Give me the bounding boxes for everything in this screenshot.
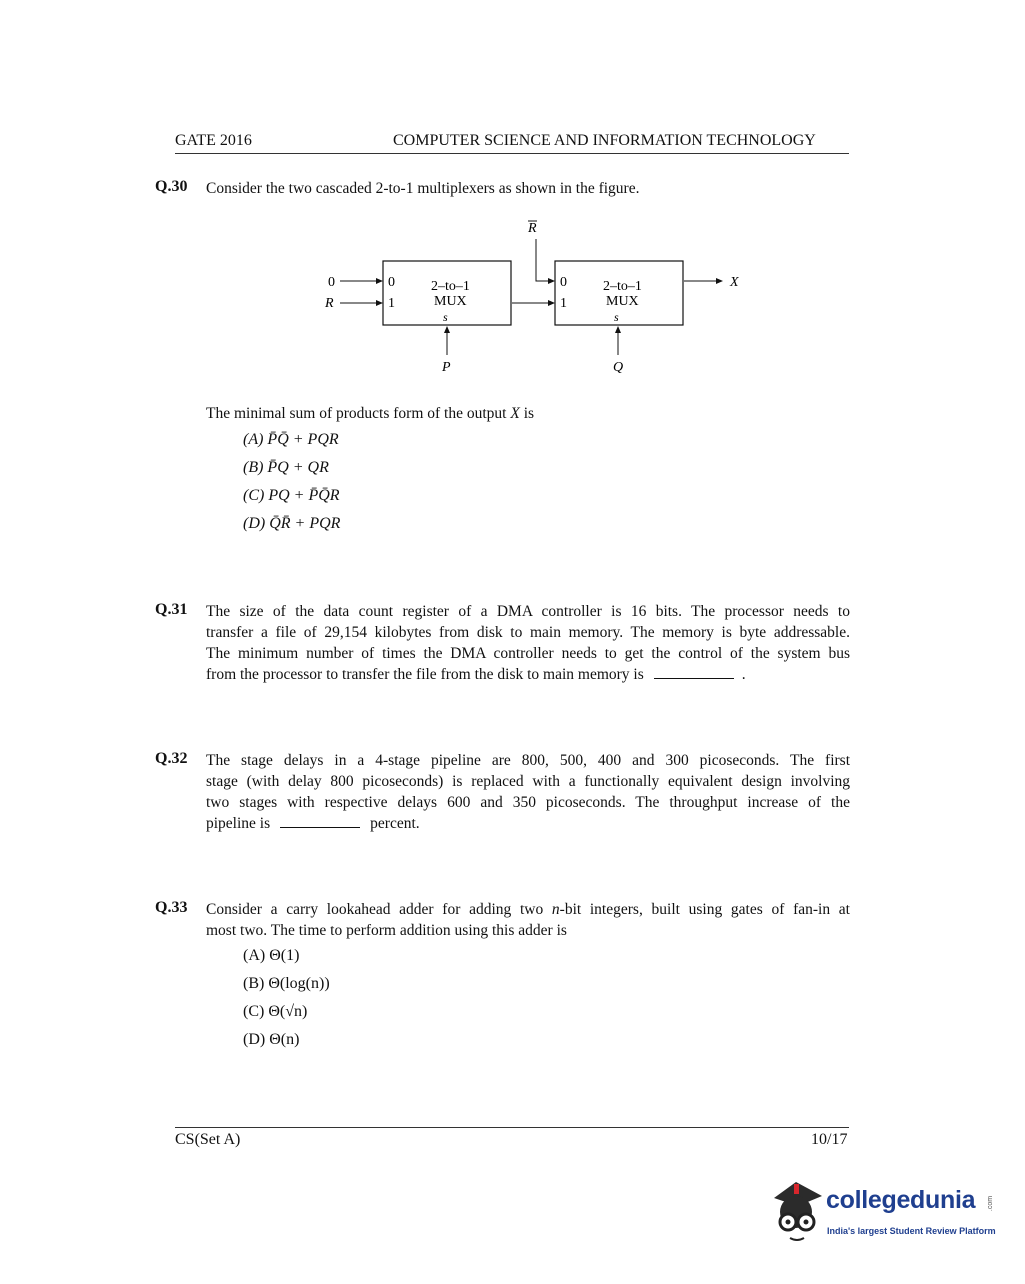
q30-option-a: (A) P̄Q̄ + PQR [243, 431, 339, 448]
q33-option-a: (A) Θ(1) [243, 947, 300, 964]
mux-1-in0-label: 0 [388, 275, 395, 290]
q30-option-b: (B) P̄Q + QR [243, 459, 329, 476]
mux-2-in1-label: 1 [560, 296, 567, 311]
footer-left: CS(Set A) [175, 1131, 241, 1148]
mux-1-sel-label: s [443, 310, 448, 324]
question-33-text: Consider a carry lookahead adder for adding two n-bit integers, built using gates of fan-in at most two. The time to perform addition using this adder is [206, 901, 850, 939]
mux-1-label: 2–to–1 [431, 279, 470, 294]
question-32-text: The stage delays in a 4-stage pipeline are 800, 500, 400 and 300 picoseconds. The first stage (with delay 800 picoseconds) is replaced with a functionally equivalent design involving two stages with respective delays 600 and 350 picoseconds. The throughput increase of the pipeline is percent. [206, 752, 850, 832]
answer-blank-31[interactable] [654, 664, 734, 679]
header-left: GATE 2016 [175, 132, 252, 149]
question-30-prompt: The minimal sum of products form of the output X is [206, 405, 535, 422]
logo-wordmark: collegedunia [826, 1186, 976, 1214]
mux-2-sel-label: s [614, 310, 619, 324]
page-number: 10/17 [811, 1131, 848, 1148]
question-number-30: Q.30 [155, 178, 188, 195]
question-number-31: Q.31 [155, 601, 188, 618]
q33-option-d: (D) Θ(n) [243, 1031, 300, 1048]
q33-option-b: (B) Θ(log(n)) [243, 975, 330, 992]
output-x-label: X [730, 275, 739, 290]
header-rule [175, 153, 849, 154]
q33-option-c: (C) Θ(√n) [243, 1003, 308, 1020]
question-number-32: Q.32 [155, 750, 188, 767]
answer-blank-32[interactable] [280, 813, 360, 828]
collegedunia-logo [762, 1176, 1002, 1256]
mux-2-sublabel: MUX [606, 294, 639, 309]
question-number-33: Q.33 [155, 899, 188, 916]
mux-1-sublabel: MUX [434, 294, 467, 309]
logo-tagline: India's largest Student Review Platform [827, 1226, 996, 1236]
mux-2-label: 2–to–1 [603, 279, 642, 294]
mux-figure [300, 215, 760, 380]
select-q-label: Q [613, 360, 624, 375]
select-p-label: P [442, 360, 451, 375]
mux-1-input-0: 0 [328, 275, 335, 290]
mux-2-in0-label: 0 [560, 275, 567, 290]
mascot-icon [766, 1178, 828, 1248]
figure-label-r-top: R [528, 221, 537, 236]
q30-option-d: (D) Q̄R̄ + PQR [243, 515, 341, 532]
q30-option-c: (C) PQ + P̄Q̄R [243, 487, 340, 504]
question-30-text: Consider the two cascaded 2-to-1 multiplexers as shown in the figure. [206, 180, 640, 197]
footer-rule [175, 1127, 849, 1128]
mux-1-input-r: R [325, 296, 334, 311]
logo-suffix: .com [987, 1195, 995, 1212]
mux-1-in1-label: 1 [388, 296, 395, 311]
question-31-text: The size of the data count register of a DMA controller is 16 bits. The processor needs to transfer a file of 29,154 kilobytes from disk to main memory. The memory is byte addressable. The minimum number of times the DMA controller needs to get the control of the system bus from the processor to transfer the file from the disk to main memory is . [206, 603, 850, 683]
header-right: COMPUTER SCIENCE AND INFORMATION TECHNOLOGY [393, 132, 816, 149]
